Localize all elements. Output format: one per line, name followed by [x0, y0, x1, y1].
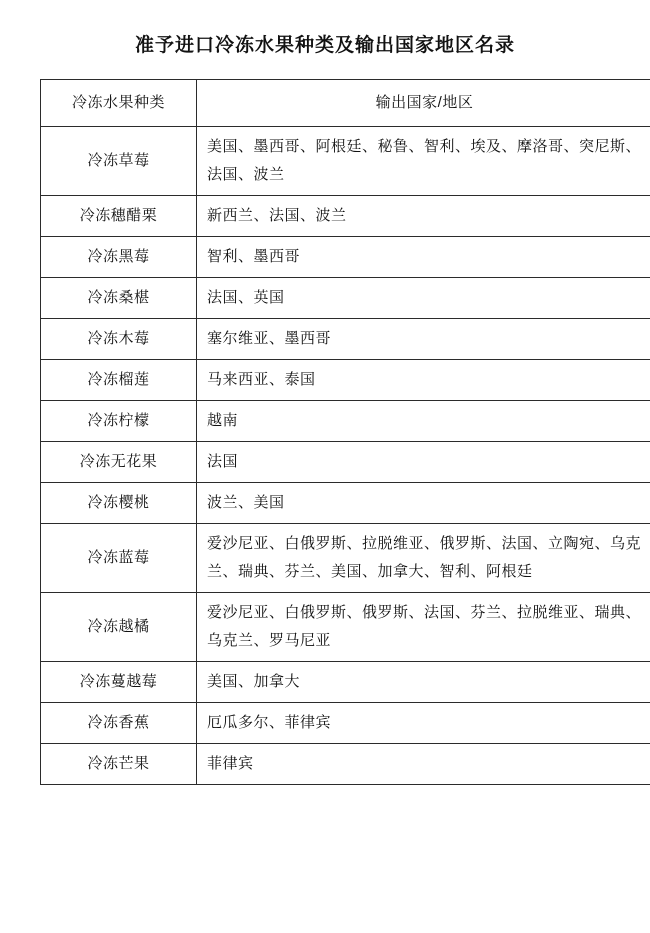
cell-countries: 智利、墨西哥 [197, 237, 650, 278]
table-row [41, 662, 650, 703]
table-row [41, 703, 650, 744]
column-header-fruit-kind: 冷冻水果种类 [41, 80, 197, 127]
cell-fruit-kind: 冷冻穗醋栗 [41, 196, 197, 237]
cell-countries: 美国、墨西哥、阿根廷、秘鲁、智利、埃及、摩洛哥、突尼斯、法国、波兰 [197, 127, 650, 196]
cell-fruit-kind: 冷冻蔓越莓 [41, 662, 197, 703]
table-body [41, 80, 650, 785]
table-row [41, 524, 650, 593]
cell-countries: 法国、英国 [197, 278, 650, 319]
cell-countries: 爱沙尼亚、白俄罗斯、拉脱维亚、俄罗斯、法国、立陶宛、乌克兰、瑞典、芬兰、美国、加拿大、智利、阿根廷 [197, 524, 650, 593]
cell-countries: 马来西亚、泰国 [197, 360, 650, 401]
table-row [41, 237, 650, 278]
cell-fruit-kind: 冷冻柠檬 [41, 401, 197, 442]
cell-fruit-kind: 冷冻樱桃 [41, 483, 197, 524]
table-row [41, 127, 650, 196]
cell-fruit-kind: 冷冻蓝莓 [41, 524, 197, 593]
cell-countries: 美国、加拿大 [197, 662, 650, 703]
frozen-fruit-table [40, 79, 650, 785]
table-row [41, 483, 650, 524]
cell-countries: 爱沙尼亚、白俄罗斯、俄罗斯、法国、芬兰、拉脱维亚、瑞典、乌克兰、罗马尼亚 [197, 593, 650, 662]
table-row [41, 401, 650, 442]
table-row [41, 744, 650, 785]
table-row [41, 278, 650, 319]
table-header-row [41, 80, 650, 127]
cell-countries: 法国 [197, 442, 650, 483]
cell-countries: 塞尔维亚、墨西哥 [197, 319, 650, 360]
cell-countries: 菲律宾 [197, 744, 650, 785]
cell-countries: 波兰、美国 [197, 483, 650, 524]
cell-fruit-kind: 冷冻无花果 [41, 442, 197, 483]
table-row [41, 319, 650, 360]
cell-fruit-kind: 冷冻榴莲 [41, 360, 197, 401]
cell-fruit-kind: 冷冻香蕉 [41, 703, 197, 744]
cell-fruit-kind: 冷冻黑莓 [41, 237, 197, 278]
cell-fruit-kind: 冷冻桑椹 [41, 278, 197, 319]
cell-fruit-kind: 冷冻芒果 [41, 744, 197, 785]
table-row [41, 593, 650, 662]
table-row [41, 360, 650, 401]
page-title: 准予进口冷冻水果种类及输出国家地区名录 [40, 30, 610, 57]
table-row [41, 196, 650, 237]
cell-countries: 厄瓜多尔、菲律宾 [197, 703, 650, 744]
table-row [41, 442, 650, 483]
cell-fruit-kind: 冷冻木莓 [41, 319, 197, 360]
column-header-countries: 输出国家/地区 [197, 80, 650, 127]
cell-countries: 越南 [197, 401, 650, 442]
cell-fruit-kind: 冷冻草莓 [41, 127, 197, 196]
cell-countries: 新西兰、法国、波兰 [197, 196, 650, 237]
document-page [0, 30, 650, 933]
cell-fruit-kind: 冷冻越橘 [41, 593, 197, 662]
